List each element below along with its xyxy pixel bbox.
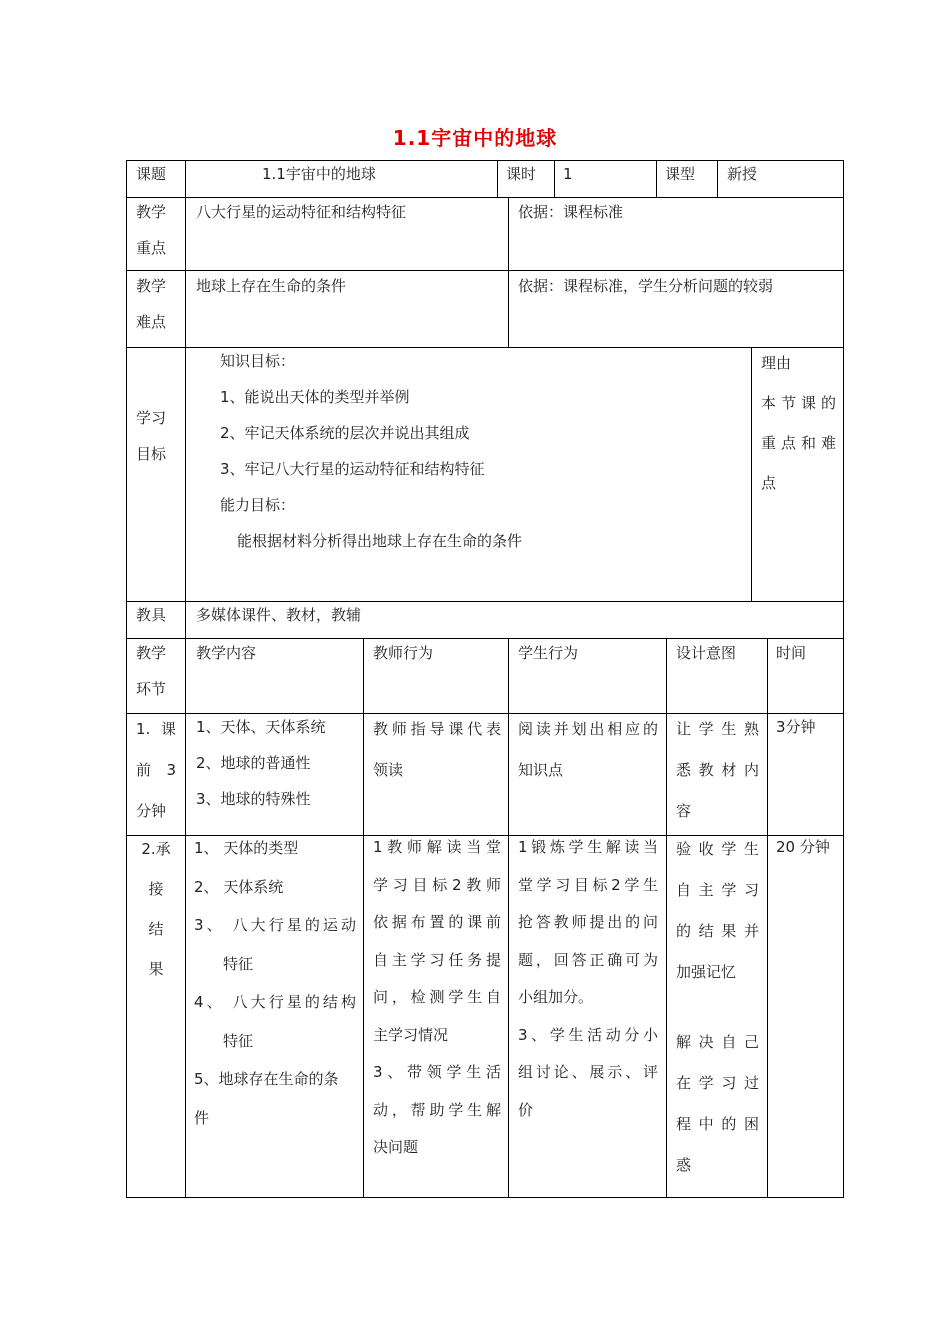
label-line: 学习 <box>136 409 167 427</box>
lesson-type-label: 课型 <box>665 165 696 183</box>
teacher-line: 决问题 <box>373 1138 419 1156</box>
content-line: 1、 天体的类型 <box>194 839 299 857</box>
difficulty-label <box>136 268 166 340</box>
teacher-line: 自主学习任务提 <box>373 950 501 969</box>
student-line: 组讨论、展示、评 <box>518 1063 658 1081</box>
tools-content: 多媒体课件、教材，教辅 <box>196 606 362 624</box>
period-label: 课时 <box>506 165 537 183</box>
teacher-1 <box>373 709 501 791</box>
content-1 <box>196 709 326 817</box>
teacher-line: 问，检测学生自 <box>373 988 501 1006</box>
intent-line: 加强记忆 <box>676 963 737 981</box>
stage-line: 结 <box>148 920 164 938</box>
student-line: 1锻炼学生解读当 <box>518 838 658 856</box>
intent-1 <box>676 709 759 832</box>
intent-line: 让学生熟 <box>676 720 759 738</box>
content-line: 4、 八大行星的结构 <box>194 993 356 1011</box>
header-line: 教学 <box>136 644 167 662</box>
student-line: 3、学生活动分小 <box>518 1025 658 1044</box>
header-time: 时间 <box>776 644 807 662</box>
header-teacher: 教师行为 <box>373 644 434 662</box>
student-line: 题，回答正确可为 <box>518 950 658 969</box>
intent-line: 解决自己 <box>676 1033 759 1051</box>
reason-line: 点 <box>761 474 777 492</box>
col-divider <box>656 160 657 198</box>
teacher-line: 动，帮助学生解 <box>373 1100 501 1119</box>
teacher-line: 依据布置的课前 <box>373 913 501 931</box>
label-line: 教学 <box>136 203 167 221</box>
intent-line: 惑 <box>676 1156 692 1174</box>
content-line: 2、地球的普通性 <box>196 754 311 772</box>
teacher-line: 主学习情况 <box>373 1025 449 1044</box>
stage-line: 前 3 <box>136 761 176 779</box>
intent-2 <box>676 829 759 1186</box>
label-line: 教学 <box>136 277 167 295</box>
header-stage <box>136 635 166 707</box>
student-line: 阅读并划出相应的 <box>518 720 658 738</box>
label-line: 重点 <box>136 239 167 257</box>
col-divider <box>508 638 509 1198</box>
teacher-line: 3、带领学生活 <box>373 1063 501 1081</box>
goal-line: 3、牢记八大行星的运动特征和结构特征 <box>220 460 485 478</box>
intent-line: 在学习过 <box>676 1074 759 1092</box>
goals-content <box>220 343 522 559</box>
header-intent: 设计意图 <box>676 644 737 662</box>
student-2 <box>518 829 658 1129</box>
stage-line: 2.承 <box>141 840 171 858</box>
col-divider <box>508 197 509 348</box>
header-line: 环节 <box>136 680 167 698</box>
col-divider <box>497 160 498 198</box>
focus-basis: 依据：课程标准 <box>518 203 624 221</box>
col-divider <box>666 638 667 1198</box>
header-content: 教学内容 <box>196 644 257 662</box>
col-divider <box>554 160 555 198</box>
teacher-line: 1教师解读当堂 <box>373 838 501 856</box>
teacher-line: 教师指导课代表 <box>373 720 501 738</box>
table-border-right <box>843 160 844 1198</box>
time-1: 3分钟 <box>776 718 816 736</box>
focus-content: 八大行星的运动特征和结构特征 <box>196 203 407 221</box>
document-title: 1.1宇宙中的地球 <box>392 126 558 150</box>
student-line: 知识点 <box>518 761 564 779</box>
stage-line: 接 <box>148 880 164 898</box>
intent-line: 的结果并 <box>676 922 759 940</box>
reason-line: 理由 <box>761 354 792 372</box>
label-line: 难点 <box>136 313 167 331</box>
period-value: 1 <box>563 165 573 183</box>
intent-line: 自主学习 <box>676 881 759 899</box>
difficulty-basis: 依据：课程标准，学生分析问题的较弱 <box>518 277 774 295</box>
teacher-line: 学习目标2教师 <box>373 875 501 894</box>
goals-label <box>136 400 166 472</box>
teacher-2 <box>373 829 501 1167</box>
stage-line: 1. 课 <box>136 720 176 738</box>
intent-line: 容 <box>676 802 692 820</box>
stage-line: 果 <box>148 960 164 978</box>
goal-line: 1、能说出天体的类型并举例 <box>220 388 410 406</box>
col-divider <box>185 160 186 1198</box>
reason-line: 重点和难 <box>761 434 836 452</box>
topic-label: 课题 <box>136 165 167 183</box>
content-line: 3、地球的特殊性 <box>196 790 311 808</box>
student-1 <box>518 709 658 791</box>
content-line: 特征 <box>223 1031 254 1050</box>
goal-line: 知识目标： <box>220 352 296 370</box>
header-student: 学生行为 <box>518 644 579 662</box>
content-line: 3、 八大行星的运动 <box>194 916 356 934</box>
student-line: 价 <box>518 1100 534 1119</box>
goal-line: 能根据材料分析得出地球上存在生命的条件 <box>237 532 523 550</box>
stage-line: 分钟 <box>136 802 167 820</box>
time-2: 20 分钟 <box>776 838 830 856</box>
content-line: 2、 天体系统 <box>194 877 284 896</box>
intent-line: 悉教材内 <box>676 761 759 779</box>
student-line: 小组加分。 <box>518 988 594 1006</box>
table-border-bottom <box>126 1197 844 1198</box>
stage-1 <box>136 709 176 832</box>
label-line: 目标 <box>136 445 167 463</box>
col-divider <box>767 638 768 1198</box>
intent-line: 验收学生 <box>676 840 759 858</box>
focus-label <box>136 194 166 266</box>
difficulty-content: 地球上存在生命的条件 <box>196 277 347 295</box>
lesson-type-value: 新授 <box>727 165 758 183</box>
intent-line <box>676 993 759 1022</box>
col-divider <box>751 347 752 602</box>
topic-value: 1.1宇宙中的地球 <box>262 165 376 183</box>
goal-line: 能力目标： <box>220 496 296 514</box>
tools-label: 教具 <box>136 606 167 624</box>
content-line: 5、地球存在生命的条 <box>194 1070 339 1088</box>
col-divider <box>363 638 364 1198</box>
content-line: 件 <box>194 1108 210 1127</box>
student-line: 抢答教师提出的问 <box>518 913 658 931</box>
content-line: 1、天体、天体系统 <box>196 718 326 736</box>
goals-reason <box>761 343 836 503</box>
content-2 <box>194 829 356 1137</box>
teacher-line: 领读 <box>373 761 404 779</box>
content-line: 特征 <box>223 954 254 973</box>
table-border-left <box>126 160 127 1198</box>
reason-line: 本节课的 <box>761 394 836 412</box>
student-line: 堂学习目标2学生 <box>518 875 658 894</box>
goal-line: 2、牢记天体系统的层次并说出其组成 <box>220 424 470 442</box>
intent-line: 程中的困 <box>676 1115 759 1133</box>
stage-2 <box>136 829 176 989</box>
col-divider <box>717 160 718 198</box>
